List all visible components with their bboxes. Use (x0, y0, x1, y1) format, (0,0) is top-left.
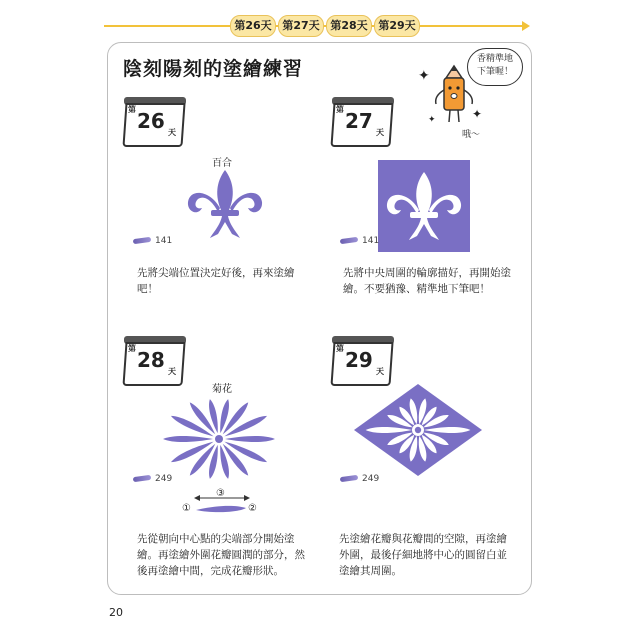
tab-day-26[interactable]: 第26天 (230, 15, 276, 37)
calendar-suffix: 天 (168, 128, 176, 137)
pencil-mascot-icon (414, 60, 494, 140)
tab-day-29[interactable]: 第29天 (374, 15, 420, 37)
calendar-day-number: 28 (137, 348, 165, 372)
instruction-text-29: 先塗繪花瓣與花瓣間的空隙，再塗繪外圍，最後仔細地將中心的圓留白並塗繪其周圍。 (339, 533, 507, 577)
pencil-number: 249 (362, 474, 380, 484)
page-title: 陰刻陽刻的塗繪練習 (123, 58, 304, 80)
calendar-badge-27 (332, 103, 384, 141)
calendar-suffix: 天 (376, 367, 384, 376)
speech-line-2: 下筆喔！ (476, 67, 513, 77)
tab-day-28[interactable]: 第28天 (326, 15, 372, 37)
calendar-suffix: 天 (168, 367, 176, 376)
instruction-text-27: 先將中央周圍的輪廓描好，再開始塗繪。不要猶豫、精準地下筆吧！ (343, 267, 511, 295)
page-number: 20 (109, 606, 123, 619)
instruction-text-26: 先將尖端位置決定好後，再來塗繪吧！ (137, 267, 295, 295)
svg-text:✦: ✦ (418, 68, 430, 84)
fleur-de-lis-motif (180, 168, 270, 240)
petal (163, 436, 213, 442)
calendar-badge-28 (124, 342, 176, 380)
timeline-arrow-icon (522, 21, 530, 31)
petal-stroke-diagram (192, 490, 252, 520)
calendar-badge-26 (124, 103, 176, 141)
calendar-badge-29 (332, 342, 384, 380)
inverse-fleur-de-lis-motif (378, 160, 470, 252)
chrysanthemum-motif (160, 396, 278, 482)
pencil-number: 141 (155, 236, 173, 246)
pencil-number: 141 (362, 236, 380, 246)
svg-text:✦: ✦ (428, 115, 436, 125)
calendar-prefix: 第 (336, 344, 344, 353)
motif-label-lily: 百合 (212, 158, 232, 169)
motif-label-chrysanthemum: 菊花 (212, 384, 232, 395)
calendar-day-number: 27 (345, 109, 373, 133)
calendar-prefix: 第 (128, 105, 136, 114)
diamond-chrysanthemum-motif (352, 382, 484, 478)
tab-day-27[interactable]: 第27天 (278, 15, 324, 37)
step-three: ③ (216, 488, 225, 499)
step-one: ① (182, 503, 191, 514)
calendar-prefix: 第 (336, 105, 344, 114)
step-two: ② (248, 503, 257, 514)
speech-line-1: 香精準地 (476, 54, 513, 64)
calendar-suffix: 天 (376, 128, 384, 137)
calendar-day-number: 26 (137, 109, 165, 133)
calendar-prefix: 第 (128, 344, 136, 353)
mascot-sound: 哦～ (462, 130, 481, 140)
calendar-day-number: 29 (345, 348, 373, 372)
instruction-text-28: 先從朝向中心點的尖端部分開始塗繪。再塗繪外圍花瓣圓潤的部分，然後再塗繪中間，完成花瓣形狀。 (137, 533, 305, 577)
petal (225, 436, 275, 442)
svg-text:✦: ✦ (472, 107, 483, 121)
pencil-number: 249 (155, 474, 173, 484)
